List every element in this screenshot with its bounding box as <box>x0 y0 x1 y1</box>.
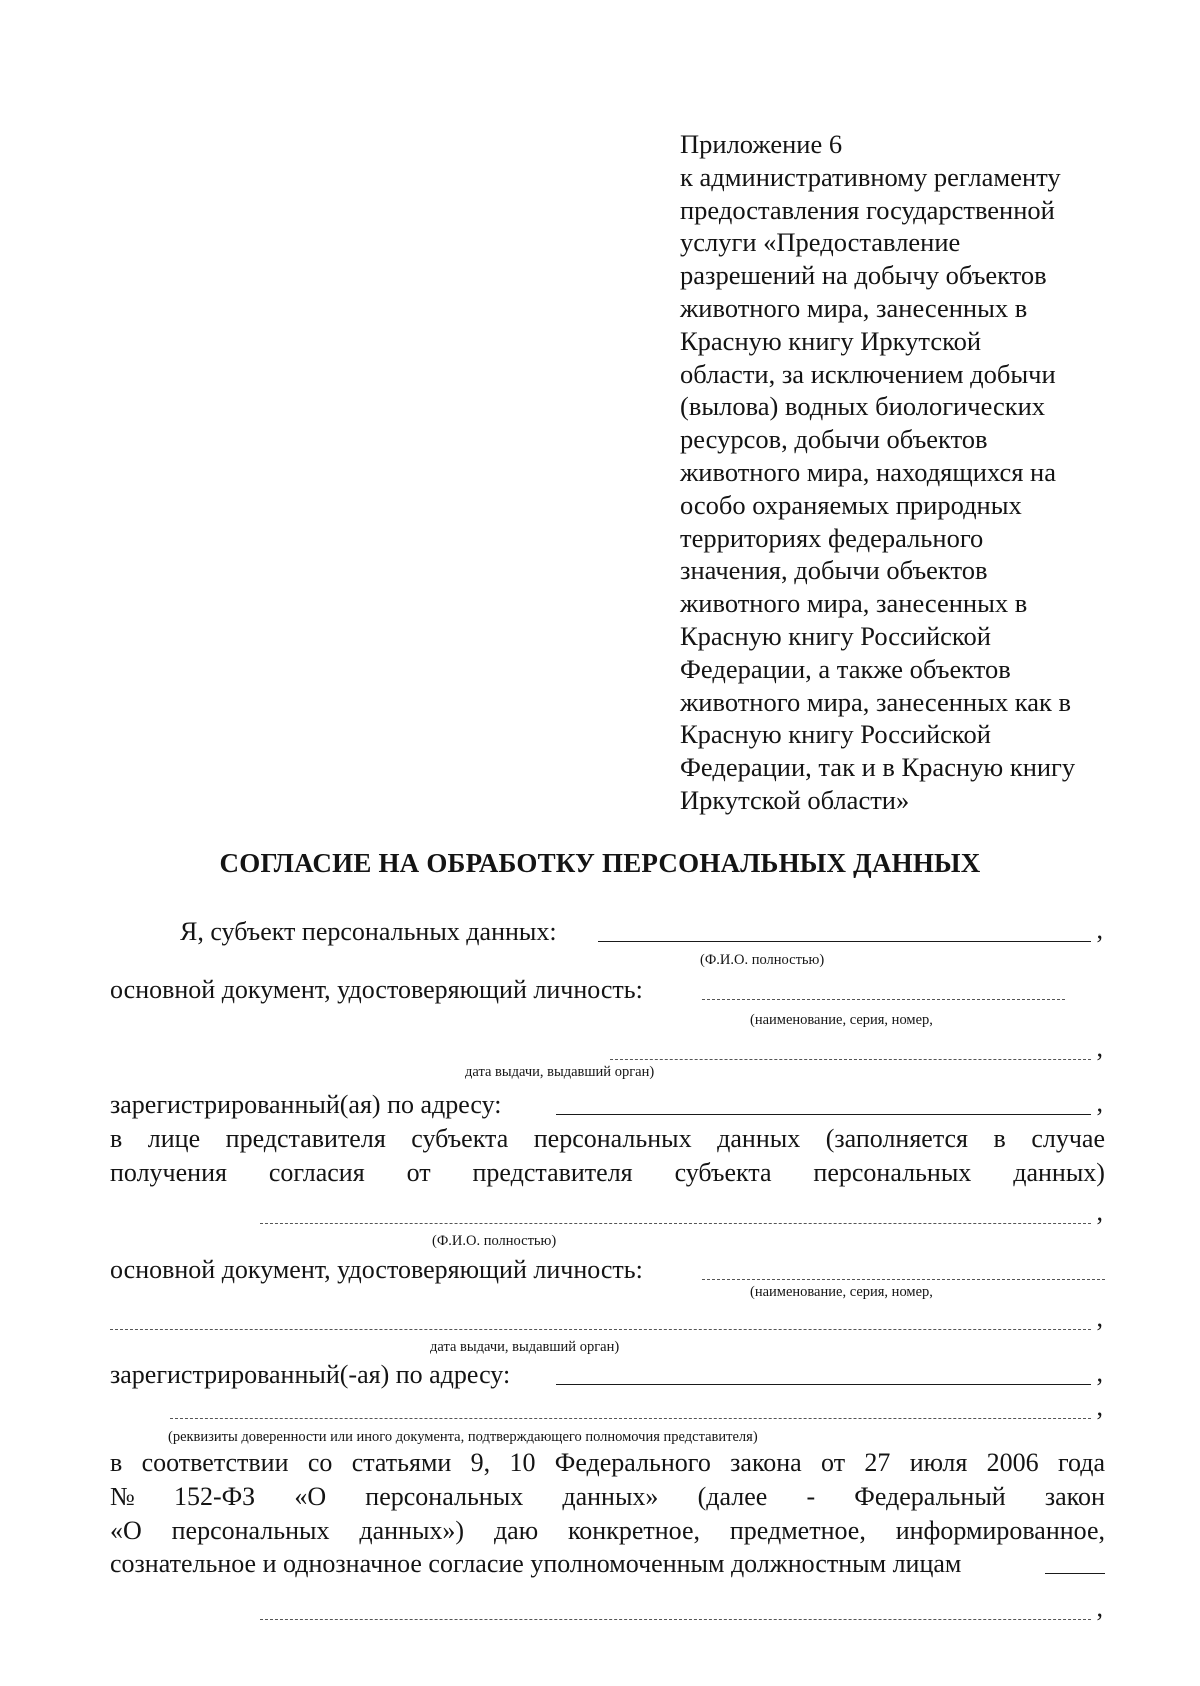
representative-name-row <box>110 1196 1105 1232</box>
representative-document-row-2 <box>110 1302 1105 1338</box>
consent-word: № <box>110 1482 135 1511</box>
representative-name-caption: (Ф.И.О. полностью) <box>432 1233 557 1249</box>
subject-document-field[interactable] <box>702 999 1065 1000</box>
document-title: СОГЛАСИЕ НА ОБРАБОТКУ ПЕРСОНАЛЬНЫХ ДАННЫХ <box>219 848 981 878</box>
appendix-line: Красную книгу Иркутской <box>680 325 982 356</box>
clause-word: получения <box>110 1158 227 1187</box>
subject-document-row <box>110 972 1105 1008</box>
appendix-line: животного мира, занесенных в <box>680 588 1028 619</box>
representative-document-label: основной документ, удостоверяющий личность: <box>110 1255 643 1284</box>
consent-word: закон <box>1044 1482 1105 1511</box>
subject-document-caption: (наименование, серия, номер, <box>750 1012 933 1028</box>
comma: , <box>1096 1197 1103 1226</box>
consent-word: (далее <box>697 1482 768 1511</box>
appendix-line: животного мира, занесенных как в <box>680 686 1072 717</box>
subject-document-caption-2: дата выдачи, выдавший орган) <box>465 1064 655 1080</box>
comma: , <box>1096 1593 1103 1622</box>
subject-address-label: зарегистрированный(ая) по адресу: <box>110 1090 502 1119</box>
clause-word: персональных <box>813 1158 972 1187</box>
appendix-line: территориях федерального <box>680 522 984 553</box>
subject-name-field[interactable] <box>598 941 1091 942</box>
subject-document-label: основной документ, удостоверяющий личность: <box>110 975 643 1004</box>
consent-word: Федеральный <box>854 1482 1006 1511</box>
appendix-line: Федерации, а также объектов <box>680 653 1011 684</box>
representative-clause-line-2 <box>110 1156 1105 1190</box>
representative-document-caption-2: дата выдачи, выдавший орган) <box>430 1339 620 1355</box>
clause-word: согласия <box>268 1158 365 1187</box>
appendix-line: предоставления государственной <box>680 194 1055 225</box>
appendix-line: Красную книгу Российской <box>680 719 991 750</box>
consent-word: 152-ФЗ <box>173 1482 256 1511</box>
appendix-line: Красную книгу Российской <box>680 620 991 651</box>
subject-label: Я, субъект персональных данных: <box>180 917 557 946</box>
appendix-line: к административному регламенту <box>680 161 1061 192</box>
representative-document-row <box>110 1252 1105 1288</box>
comma: , <box>1096 1392 1103 1421</box>
appendix-line: животного мира, находящихся на <box>680 456 1056 487</box>
consent-word: данных» <box>562 1482 659 1511</box>
appendix-line: (вылова) водных биологических <box>680 391 1046 422</box>
proxy-details-caption: (реквизиты доверенности или иного документа, подтверждающего полномочия представителя) <box>168 1429 758 1445</box>
appendix-line: услуги «Предоставление <box>680 227 961 258</box>
consent-line-1: в соответствии со статьями 9, 10 Федерального закона от 27 июля 2006 года <box>110 1448 1105 1477</box>
appendix-line: животного мира, занесенных в <box>680 292 1028 323</box>
appendix-line: особо охраняемых природных <box>680 489 1022 520</box>
authorized-officials-row-2 <box>110 1592 1105 1628</box>
consent-line-2 <box>110 1480 1105 1514</box>
consent-line-4-row <box>110 1546 1105 1582</box>
comma: , <box>1096 1303 1103 1332</box>
representative-address-row <box>110 1357 1105 1393</box>
subject-address-field[interactable] <box>556 1114 1091 1115</box>
representative-document-caption: (наименование, серия, номер, <box>750 1284 933 1300</box>
clause-word: представителя <box>472 1158 633 1187</box>
authorized-officials-field[interactable] <box>1045 1573 1105 1574</box>
appendix-header <box>680 128 1120 817</box>
subject-name-caption: (Ф.И.О. полностью) <box>700 952 825 968</box>
proxy-details-row <box>110 1391 1105 1427</box>
appendix-line: области, за исключением добычи <box>680 358 1056 389</box>
clause-word: от <box>406 1158 431 1187</box>
consent-word: - <box>806 1482 816 1511</box>
appendix-line: значения, добычи объектов <box>680 555 988 586</box>
appendix-line: разрешений на добычу объектов <box>680 260 1047 291</box>
consent-word: «О <box>294 1482 327 1511</box>
representative-name-field[interactable] <box>260 1223 1091 1224</box>
representative-clause-line-1: в лице представителя субъекта персональных данных (заполняется в случае <box>110 1124 1105 1153</box>
clause-word: данных) <box>1013 1158 1105 1187</box>
proxy-details-field[interactable] <box>170 1418 1091 1419</box>
comma: , <box>1096 1033 1103 1062</box>
comma: , <box>1096 1358 1103 1387</box>
appendix-line: Иркутской области» <box>680 784 910 815</box>
consent-word: персональных <box>365 1482 524 1511</box>
subject-document-field-2[interactable] <box>610 1059 1091 1060</box>
representative-document-field[interactable] <box>702 1279 1105 1280</box>
consent-line-4: сознательное и однозначное согласие уполномоченным должностным лицам <box>110 1549 962 1578</box>
representative-address-label: зарегистрированный(-ая) по адресу: <box>110 1360 511 1389</box>
representative-document-field-2[interactable] <box>110 1329 1091 1330</box>
clause-word: субъекта <box>674 1158 772 1187</box>
appendix-line: Приложение 6 <box>680 129 843 159</box>
comma: , <box>1096 1088 1103 1117</box>
representative-address-field[interactable] <box>556 1384 1091 1385</box>
subject-address-row <box>110 1087 1105 1123</box>
authorized-officials-field-2[interactable] <box>260 1619 1091 1620</box>
appendix-line: ресурсов, добычи объектов <box>680 424 988 455</box>
subject-name-row <box>180 914 1105 950</box>
comma: , <box>1096 915 1103 944</box>
consent-line-3: «О персональных данных») даю конкретное, предметное, информированное, <box>110 1516 1105 1545</box>
appendix-line: Федерации, так и в Красную книгу <box>680 752 1076 783</box>
